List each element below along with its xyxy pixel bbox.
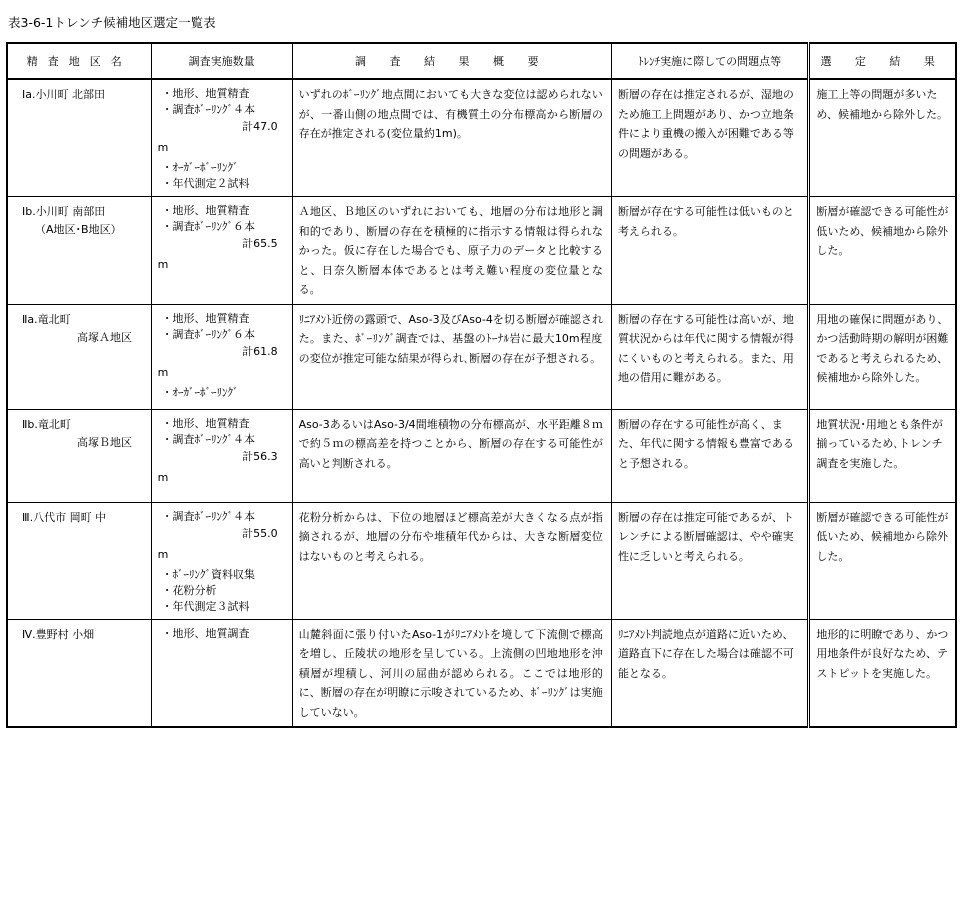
summary-cell [292,79,611,197]
area-name: Ⅱa.竜北町 [22,312,71,326]
result-cell [809,409,956,502]
summary-text: ﾘﾆｱﾒﾝﾄ近傍の露頭で、Aso-3及びAso-4を切る断層が確認された。また、ﾎﾞｰﾘﾝｸﾞ調査では、基盤のﾄｰﾅﾙ岩に最大10m程度の変位が推定可能な結果が得られ､断層の存在が予想される。 [298,312,603,365]
area-cell [7,619,151,727]
survey-total: 計56.3 [242,449,278,463]
issues-text: 断層の存在は推定されるが、湿地のため施工上問題があり、かつ立地条件により重機の搬入が困難である等の問題がある。 [617,88,794,160]
issues-cell [611,502,808,619]
result-text: 地質状況･用地とも条件が揃っているため､トレンチ調査を実施した。 [816,417,943,470]
survey-item: ・調査ﾎﾞｰﾘﾝｸﾞ６本 [161,220,256,233]
area-subname: 高塚Ａ地区 [77,330,132,344]
table-row [7,619,956,727]
result-text: 断層が確認できる可能性が低いため、候補地から除外した。 [816,205,949,257]
area-name: Ⅰb.小川町 南部田 [22,205,106,218]
header-summary: 調 査 結 果 概 要 [292,43,611,79]
summary-text: Ａ地区、Ｂ地区のいずれにおいても、地層の分布は地形と調和的であり、断層の存在を積極的に指示する情報は得られなかった。仮に存在した場合でも、原子力のデータと比較すると、日奈久断層本体であるとは考え難い程度の変位量となる。 [298,205,603,296]
result-cell [809,619,956,727]
area-name: Ⅰa.小川町 北部田 [22,88,105,101]
result-text: 施工上等の問題が多いため、候補地から除外した。 [816,88,948,121]
area-cell [7,197,151,305]
area-cell [7,502,151,619]
issues-text: ﾘﾆｱﾒﾝﾄ判読地点が道路に近いため、道路直下に存在した場合は確認不可能となる。 [617,627,794,680]
survey-cell [151,197,292,305]
area-name: Ⅱb.竜北町 [22,417,71,431]
summary-cell [292,619,611,727]
header-survey: 調査実施数量 [151,43,292,79]
survey-unit: m [157,547,169,561]
survey-extra-item: ・ﾎﾞｰﾘﾝｸﾞ資料収集 [161,567,256,581]
result-text: 断層が確認できる可能性が低いため、候補地から除外した。 [816,510,949,563]
header-issues: ﾄﾚﾝﾁ実施に際しての問題点等 [611,43,808,79]
survey-unit: m [157,470,169,484]
survey-item: ・地形、地質精査 [161,311,250,325]
summary-cell [292,197,611,305]
summary-cell [292,409,611,502]
survey-cell [151,304,292,409]
summary-cell [292,502,611,619]
survey-total: 計47.0 [242,120,278,133]
survey-extra-item: ・ｵｰｶﾞｰﾎﾞｰﾘﾝｸﾞ [161,161,239,174]
issues-text: 断層の存在する可能性は高いが、地質状況からは年代に関する情報が得にくいものと考えられる。また、用地の借用に難がある。 [617,312,794,384]
selection-table [6,42,957,728]
issues-cell [611,197,808,305]
area-subname: 高塚Ｂ地区 [77,435,132,449]
area-cell [7,79,151,197]
survey-item: ・調査ﾎﾞｰﾘﾝｸﾞ４本 [161,103,256,116]
result-cell [809,79,956,197]
table-row [7,197,956,305]
area-name: Ⅲ.八代市 岡町 中 [22,510,107,524]
issues-cell [611,409,808,502]
result-text: 地形的に明瞭であり、かつ用地条件が良好なため、テストピットを実施した。 [816,627,949,680]
survey-extra-item: ・年代測定２試料 [161,177,250,190]
survey-unit: m [157,365,169,379]
issues-cell [611,79,808,197]
table-row [7,409,956,502]
issues-text: 断層が存在する可能性は低いものと考えられる。 [617,205,794,238]
survey-item: ・調査ﾎﾞｰﾘﾝｸﾞ４本 [161,509,256,523]
table-row [7,502,956,619]
survey-extra-item: ・花粉分析 [161,583,217,597]
survey-cell [151,79,292,197]
survey-total: 計61.8 [242,344,278,358]
result-text: 用地の確保に問題があり、かつ活動時期の解明が困難であると考えられるため、候補地から除外した。 [816,312,949,384]
header-result: 選 定 結 果 [809,43,956,79]
result-cell [809,197,956,305]
survey-item: ・地形、地質調査 [161,626,250,640]
survey-item: ・地形、地質精査 [161,416,250,430]
survey-cell [151,409,292,502]
survey-unit: m [157,141,169,154]
header-area: 精査地区名 [7,43,151,79]
area-subname: （A地区･B地区） [35,223,122,236]
survey-total: 計65.5 [242,237,278,250]
summary-text: 山麓斜面に張り付いたAso-1がﾘﾆｱﾒﾝﾄを境して下流側で標高を増し、丘陵状の地形を呈している。上流側の凹地地形を沖積層が埋積し、河川の屈曲が認められる。ここでは地形的に、断層の存在が明瞭に示唆されているため、ﾎﾞｰﾘﾝｸﾞは実施していない。 [298,627,603,719]
issues-cell [611,619,808,727]
area-cell [7,409,151,502]
result-cell [809,304,956,409]
issues-text: 断層の存在は推定可能であるが、トレンチによる断層確認は、やや確実性に乏しいと考えられる。 [617,510,794,563]
table-row [7,304,956,409]
survey-cell [151,502,292,619]
survey-extra-item: ・ｵｰｶﾞｰﾎﾞｰﾘﾝｸﾞ [161,385,239,399]
survey-total: 計55.0 [242,526,278,540]
summary-cell [292,304,611,409]
table-row [7,79,956,197]
issues-text: 断層の存在する可能性が高く、また、年代に関する情報も豊富であると予想される。 [617,417,794,470]
table-title: 表3-6-1トレンチ候補地区選定一覧表 [8,15,216,30]
summary-text: Aso-3あるいはAso-3/4間堆積物の分布標高が、水平距離８ｍで約５ｍの標高差を持つことから、断層の存在する可能性が高いと判断される。 [298,417,603,470]
survey-item: ・地形、地質精査 [161,204,250,217]
survey-item: ・地形、地質精査 [161,87,250,100]
result-cell [809,502,956,619]
issues-cell [611,304,808,409]
survey-extra-item: ・年代測定３試料 [161,599,250,613]
survey-item: ・調査ﾎﾞｰﾘﾝｸﾞ６本 [161,327,256,341]
summary-text: いずれのﾎﾞｰﾘﾝｸﾞ地点間においても大きな変位は認められないが、一番山側の地点間では、有機質土の分布標高から断層の存在が推定される(変位量約1m)。 [298,88,603,140]
header-row [7,43,956,79]
summary-text: 花粉分析からは、下位の地層ほど標高差が大きくなる点が指摘されるが、地層の分布や堆積年代からは、大きな断層変位はないものと考えられる。 [298,510,603,563]
area-cell [7,304,151,409]
survey-item: ・調査ﾎﾞｰﾘﾝｸﾞ４本 [161,432,256,446]
survey-unit: m [157,258,169,271]
survey-cell [151,619,292,727]
area-name: Ⅳ.豊野村 小畑 [22,627,95,641]
